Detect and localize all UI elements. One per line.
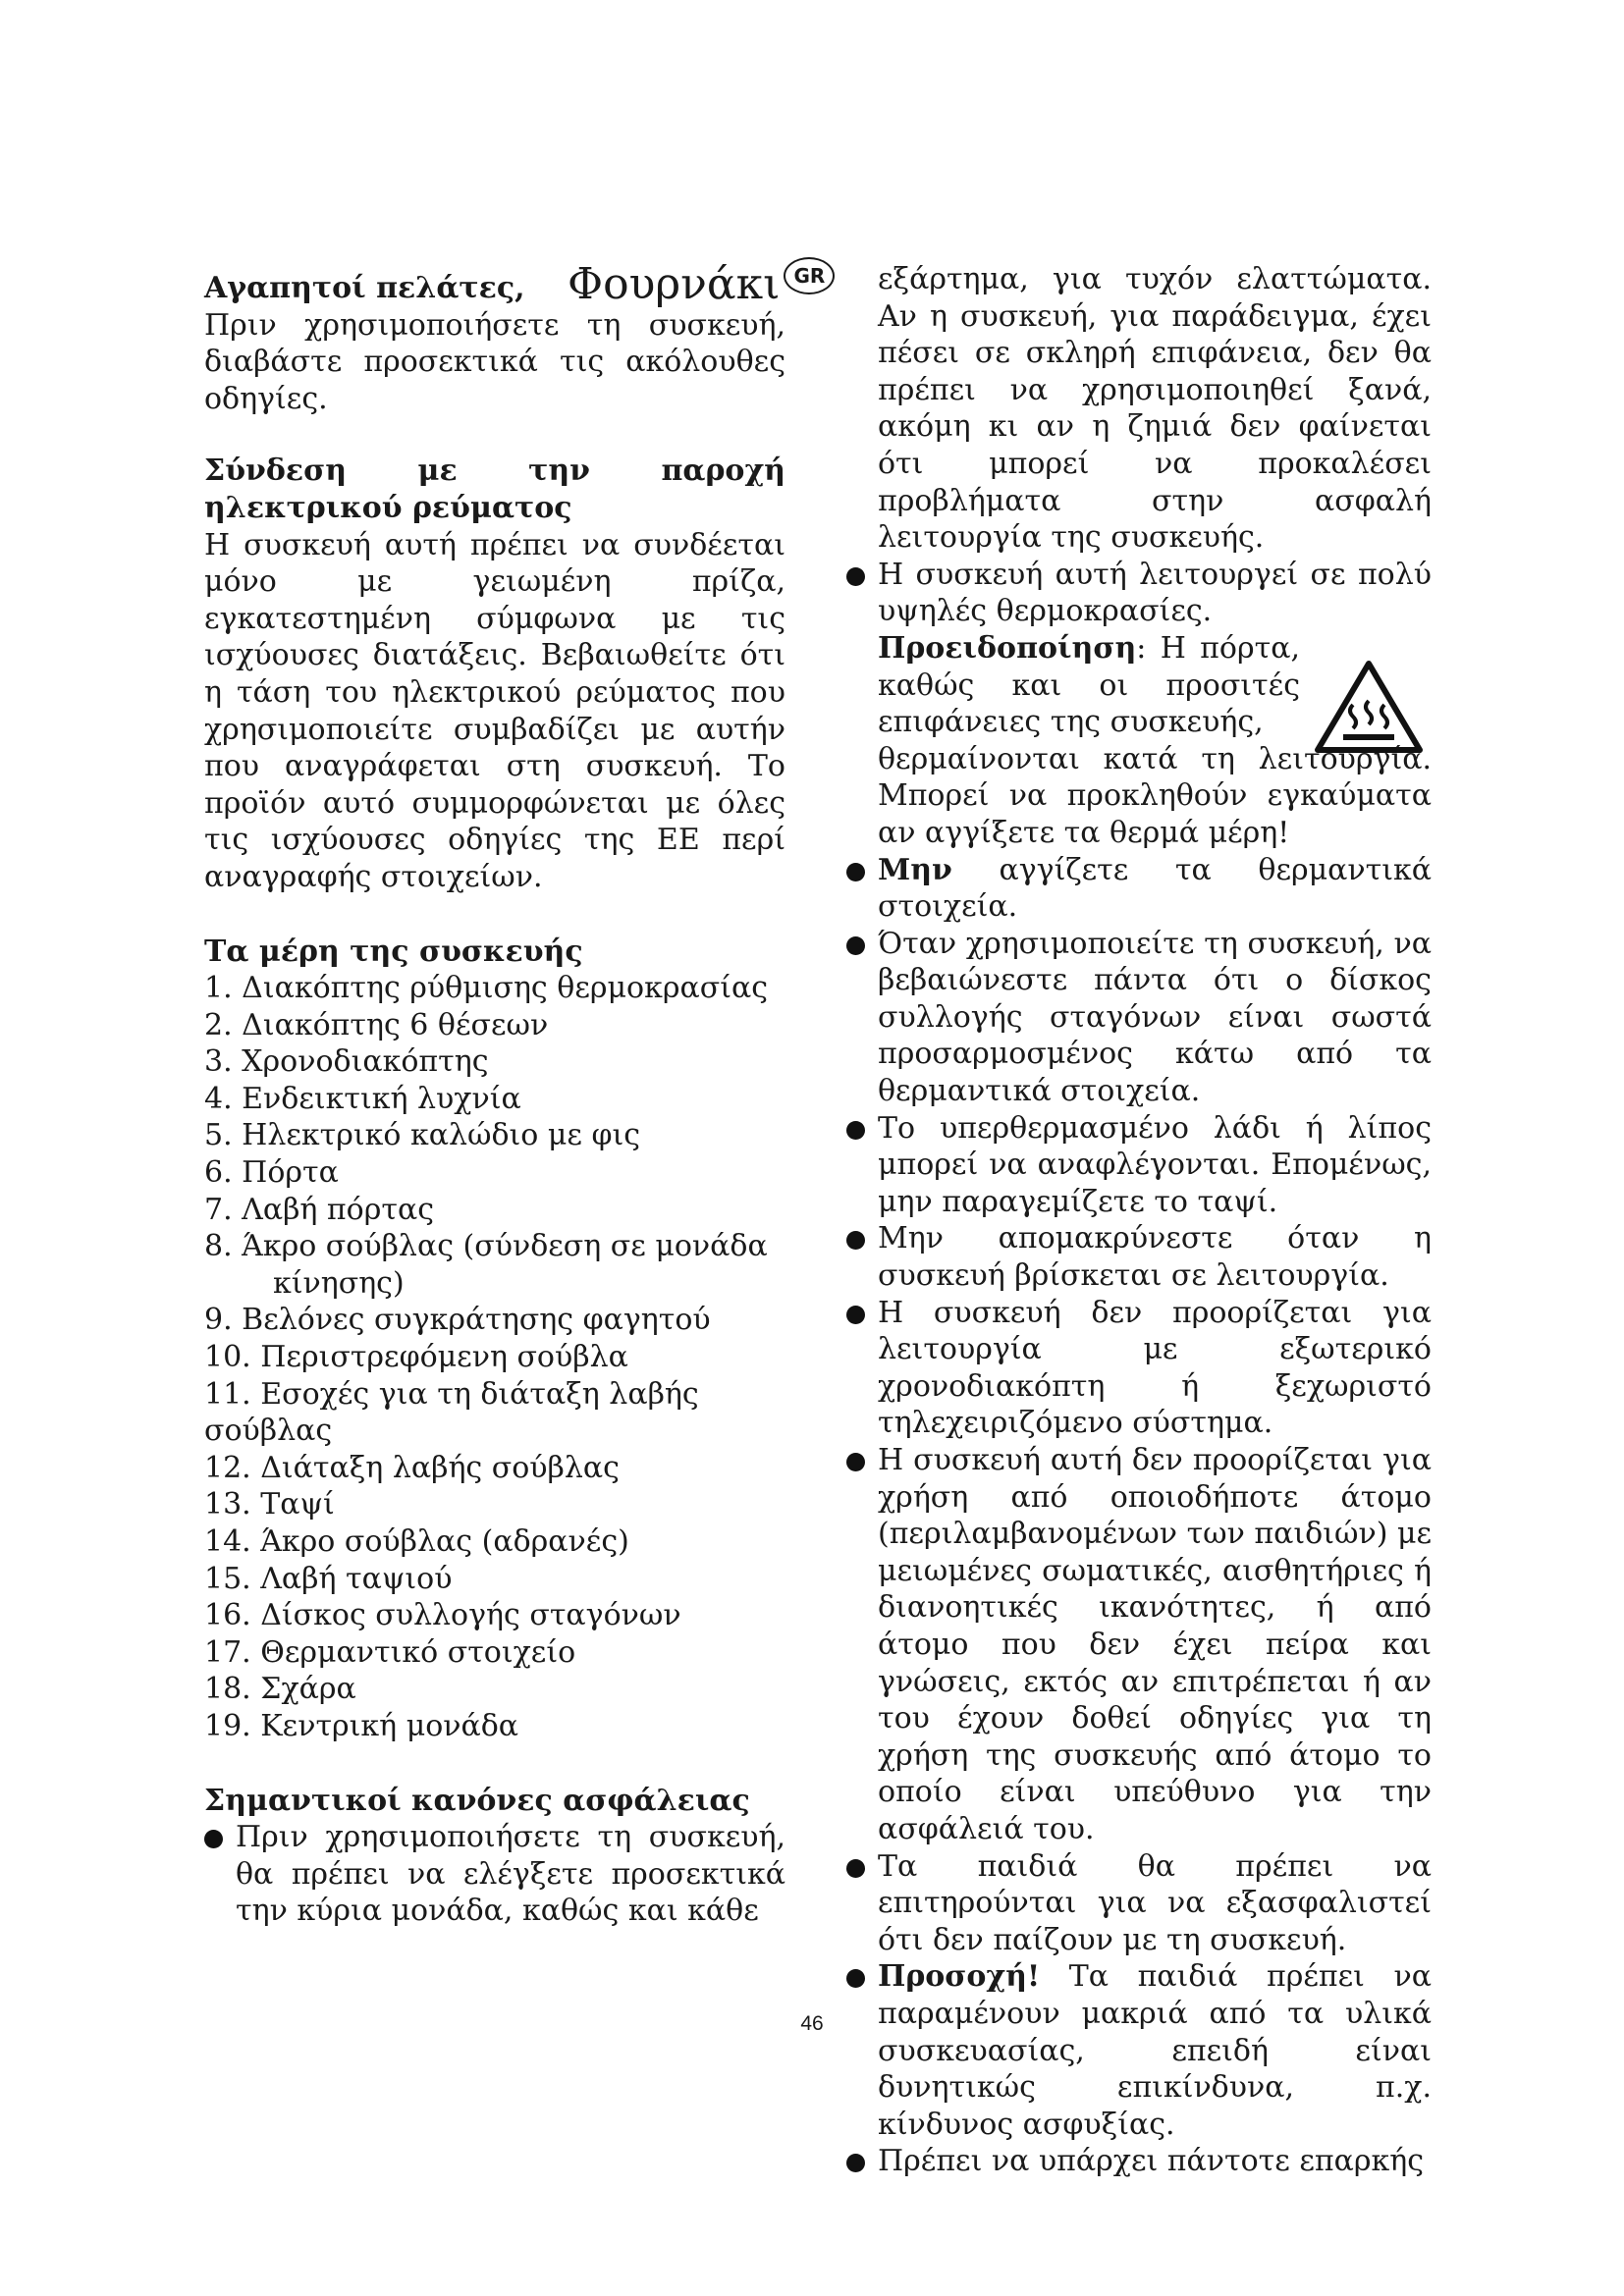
bullet-text: Πριν χρησιμοποιήσετε τη συσκευή, θα πρέπει να ελέγξετε προσεκτικά την κύρια μονάδα, καθώς και κάθε [236,1820,785,1929]
list-item: 18. Σχάρα [204,1672,356,1707]
list-item: 9. Βελόνες συγκράτησης φαγητού [204,1303,711,1338]
list-item [846,2143,1432,2180]
safety-list [846,261,1432,2180]
list-item: 5. Ηλεκτρικό καλώδιο με φις [204,1118,641,1153]
hot-surface-warning-icon [1314,660,1424,754]
connection-paragraph: Η συσκευή αυτή πρέπει να συνδέεται μόνο με γειωμένη πρίζα, εγκατεστημένη σύμφωνα με τις ισχύουσες διατάξεις. Βεβαιωθείτε ότι η τάση του ηλεκτρικού ρεύματος που χρησιμοποιείτε συμβαδίζει με αυτήν που αναγράφεται στη συσκευή. Το προϊόν αυτό συμμορφώνεται με όλες τις ισχύουσες οδηγίες της ΕΕ περί αναγραφής στοιχείων. [204,527,785,894]
list-item [204,1819,785,1930]
list-item: 10. Περιστρεφόμενη σούβλα [204,1340,628,1375]
list-item-continuation: κίνησης) [273,1265,405,1301]
bullet-icon [846,1121,865,1140]
warning-block [878,630,1432,852]
bullet-icon [204,1830,223,1848]
warning-label: Προειδοποίηση [878,630,1137,666]
bullet-icon [846,936,865,955]
bullet-bold: Μην [878,852,952,887]
list-item: 1. Διακόπτης ρύθμισης θερμοκρασίας [204,971,769,1006]
list-item: 12. Διάταξη λαβής σούβλας [204,1450,620,1485]
safety-heading: Σημαντικοί κανόνες ασφάλειας [204,1783,750,1818]
list-item [846,557,1432,852]
list-item [846,852,1432,926]
list-item: 13. Ταψί [204,1487,335,1522]
list-item: 3. Χρονοδιακόπτης [204,1044,489,1080]
warning-text: : Η πόρτα, καθώς και οι προσιτές επιφάνειες της συσκευής, [878,630,1300,740]
bullet-icon [846,1231,865,1250]
bullet-text: Όταν χρησιμοποιείτε τη συσκευή, να βεβαιώνεστε πάντα ότι ο δίσκος συλλογής σταγόνων είναι σωστά προσαρμοσμένος κάτω από τα θερμαντικά στοιχεία. [878,926,1432,1109]
attention-label: Προσοχή! [878,1959,1041,1995]
bullet-icon [846,567,865,586]
bullet-icon [846,863,865,881]
page-number: 46 [800,2012,824,2035]
language-badge: GR [784,257,835,294]
list-item [846,1295,1432,1442]
list-item [846,1848,1432,1959]
list-item: 7. Λαβή πόρτας [204,1192,435,1227]
greeting-body: Πριν χρησιμοποιήσετε τη συσκευή, διαβάστε προσεκτικά τις ακόλουθες οδηγίες. [204,307,785,416]
bullet-text: Η συσκευή αυτή δεν προορίζεται για χρήση από οποιοδήποτε άτομο (περιλαμβανομένων των παιδιών) με μειωμένες σωματικές, αισθητήριες ή διανοητικές ικανότητες, ή από άτομο που δεν έχει πείρα και γνώσεις, εκτός αν επιτρέπεται ή αν του έχουν δοθεί οδηγίες για τη χρήση της συσκευής από άτομο το οποίο είναι υπεύθυνο για την ασφάλειά του. [878,1443,1432,1846]
greeting-heading: Αγαπητοί πελάτες, [204,271,525,305]
bullet-text: Πρέπει να υπάρχει πάντοτε επαρκής [878,2144,1425,2179]
list-item: 2. Διακόπτης 6 θέσεων [204,1007,549,1042]
list-item [846,1442,1432,1848]
bullet-icon [846,1859,865,1878]
list-item: 15. Λαβή ταψιού [204,1561,453,1596]
list-item: 14. Άκρο σούβλας (αδρανές) [204,1524,629,1559]
right-column [846,261,1432,2180]
bullet-text: αγγίζετε τα θερμαντικά στοιχεία. [878,852,1432,925]
list-item: 4. Ενδεικτική λυχνία [204,1081,521,1116]
bullet-text: Η συσκευή δεν προορίζεται για λειτουργία με εξωτερικό χρονοδιακόπτη ή ξεχωριστό τηλεχειριζόμενο σύστημα. [878,1295,1432,1441]
connection-heading: Σύνδεση με την παροχή ηλεκτρικού ρεύματος [204,454,785,525]
list-item-continuation [846,261,1432,557]
list-item: 6. Πόρτα [204,1155,339,1191]
list-item: 8. Άκρο σούβλας (σύνδεση σε μονάδα [204,1229,768,1264]
bullet-icon [846,2154,865,2172]
list-item: 17. Θερμαντικό στοιχείο [204,1634,576,1670]
safety-list-start [204,1819,785,1930]
title-text: Φουρνάκι [568,259,781,309]
bullet-text: Η συσκευή αυτή λειτουργεί σε πολύ υψηλές θερμοκρασίες. [878,557,1432,629]
list-item [846,1958,1432,2143]
list-item: 16. Δίσκος συλλογής σταγόνων [204,1598,681,1633]
bullet-text: Μην απομακρύνεστε όταν η συσκευή βρίσκεται σε λειτουργία. [878,1221,1432,1294]
list-item [846,1220,1432,1294]
parts-list [204,970,785,1744]
list-item [846,1110,1432,1221]
bullet-icon [846,1453,865,1471]
bullet-text: Το υπερθερμασμένο λάδι ή λίπος μπορεί να αναφλέγονται. Επομένως, μην παραγεμίζετε το ταψί. [878,1110,1432,1219]
warning-text-cont: θερμαίνονται κατά τη λειτουργία. Μπορεί να προκληθούν εγκαύματα αν αγγίξετε τα θερμά μέρη! [878,741,1432,850]
bullet-text: εξάρτημα, για τυχόν ελαττώματα. Αν η συσκευή, για παράδειγμα, έχει πέσει σε σκληρή επιφάνεια, δεν θα πρέπει να χρησιμοποιηθεί ξανά, ακόμη κι αν η ζημιά δεν φαίνεται ότι μπορεί να προκαλέσει προβλήματα στην ασφαλή λειτουργία της συσκευής. [878,262,1432,556]
bullet-text: Τα παιδιά θα πρέπει να επιτηρούνται για να εξασφαλιστεί ότι δεν παίζουν με τη συσκευή. [878,1848,1432,1957]
bullet-icon [846,1306,865,1324]
list-item: 19. Κεντρική μονάδα [204,1708,519,1743]
parts-heading: Τα μέρη της συσκευής [204,934,583,969]
list-item [846,926,1432,1110]
bullet-text: Τα παιδιά πρέπει να παραμένουν μακριά από τα υλικά συσκευασίας, επειδή είναι δυνητικώς επικίνδυνα, π.χ. κίνδυνος ασφυξίας. [878,1959,1432,2142]
bullet-icon [846,1969,865,1988]
left-column [204,270,785,1930]
list-item: 11. Εσοχές για τη διάταξη λαβής σούβλας [204,1376,699,1449]
